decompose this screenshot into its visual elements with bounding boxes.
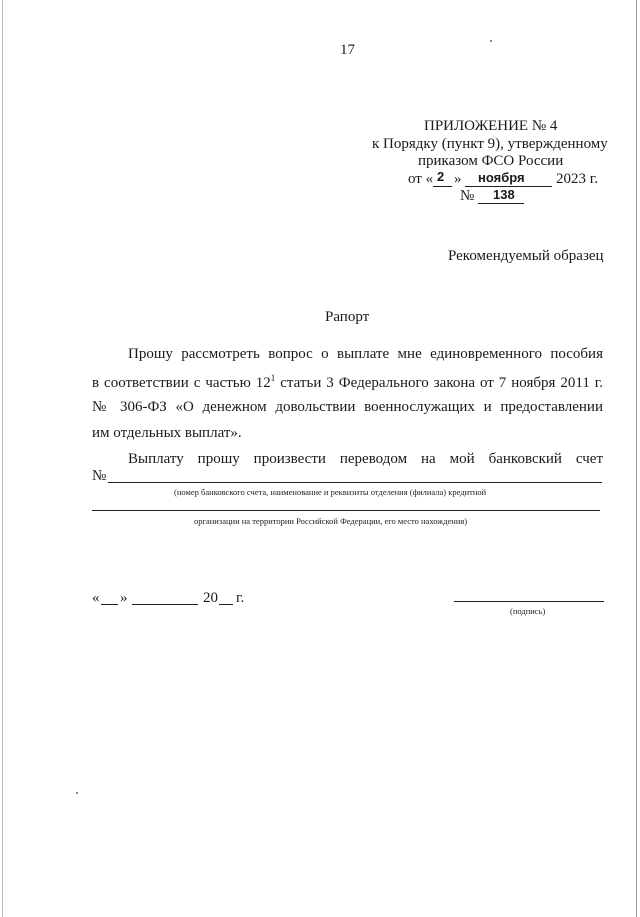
- organization-details-hint: организации на территории Российской Федерации, его место нахождения): [194, 516, 468, 526]
- footer-year-line: [219, 604, 233, 605]
- footer-date-close-quote: »: [120, 590, 128, 606]
- body-p2-line1: Выплату прошу произвести переводом на мой банковский счет: [128, 451, 603, 467]
- appendix-date-day: 2: [437, 169, 445, 184]
- account-details-line: [108, 482, 602, 483]
- appendix-date-prefix: от «: [408, 171, 434, 187]
- footer-date-open-quote: «: [92, 590, 100, 606]
- scan-edge-left: [2, 0, 3, 917]
- body-p1-line2: в соответствии с частью $12^1$ статьи 3 Федерального закона от 7 ноября 2011 г.: [92, 373, 603, 391]
- scan-edge-right: [636, 0, 637, 917]
- appendix-title: ПРИЛОЖЕНИЕ № 4: [424, 118, 558, 134]
- account-details-hint: (номер банковского счета, наименование и реквизиты отделения (филиала) кредитной: [174, 487, 487, 497]
- appendix-line1: к Порядку (пункт 9), утвержденному: [372, 136, 608, 152]
- scan-speck: [76, 792, 78, 794]
- scan-speck: [490, 40, 492, 42]
- footer-year-prefix: 20: [203, 590, 218, 606]
- footer-year-suffix: г.: [236, 590, 245, 606]
- body-p1-line3: № 306-ФЗ «О денежном довольствии военнослужащих и предоставлении: [92, 399, 603, 415]
- body-p1-line4: им отдельных выплат».: [92, 425, 242, 441]
- footer-day-line: [101, 604, 118, 605]
- signature-hint: (подпись): [510, 606, 546, 616]
- recommended-sample-label: Рекомендуемый образец: [448, 248, 604, 264]
- appendix-date-year: 2023 г.: [556, 171, 598, 187]
- appendix-number-prefix: №: [460, 188, 475, 204]
- account-number-sign: №: [92, 468, 107, 484]
- appendix-date-month: ноября: [478, 170, 525, 185]
- number-underline: [478, 203, 524, 204]
- appendix-line2: приказом ФСО России: [418, 153, 564, 169]
- appendix-number-value: 138: [493, 187, 515, 202]
- date-day-underline: [433, 186, 452, 187]
- appendix-date-mid: »: [454, 171, 462, 187]
- body-p1-line1: Прошу рассмотреть вопрос о выплате мне единовременного пособия: [128, 346, 603, 362]
- document-title: Рапорт: [325, 309, 370, 325]
- page-number: 17: [340, 42, 355, 58]
- organization-details-line: [92, 510, 600, 511]
- footer-month-line: [132, 604, 198, 605]
- signature-line: [454, 601, 604, 602]
